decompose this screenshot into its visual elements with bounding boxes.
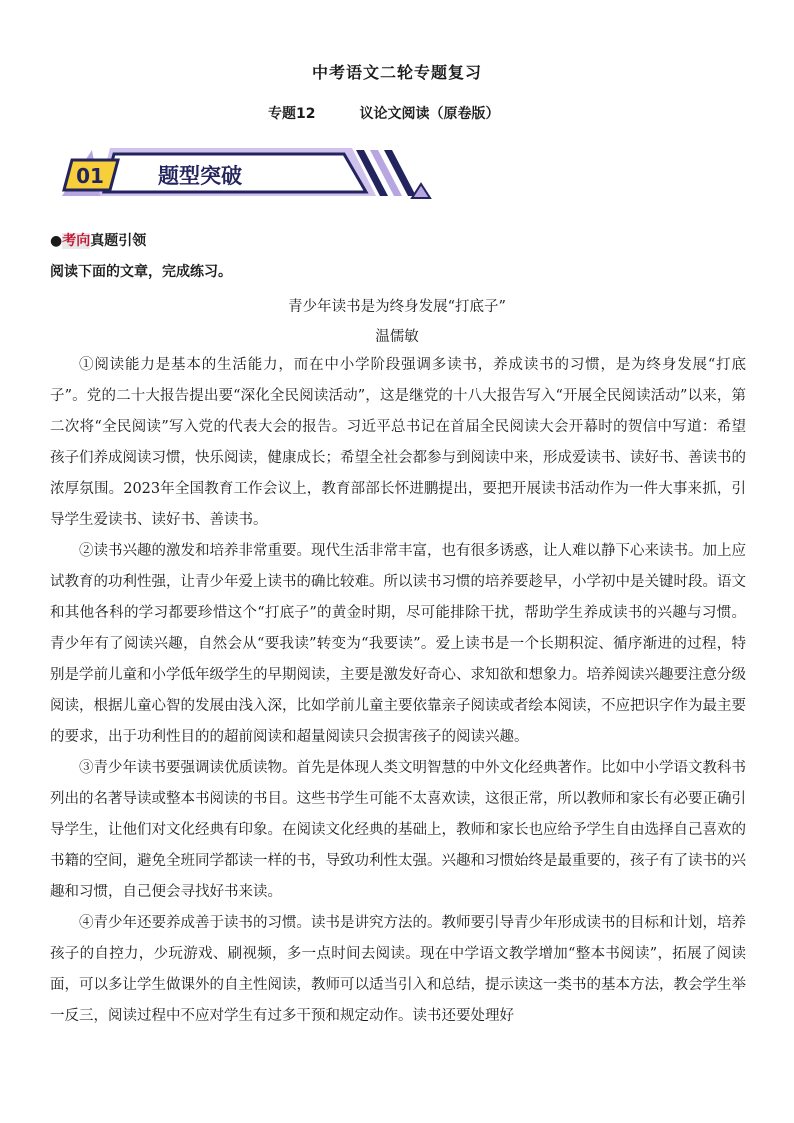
bullet-icon: ●	[50, 233, 63, 249]
page-title: 中考语文二轮专题复习	[311, 63, 482, 82]
topic-name: 议论文阅读（原卷版）	[359, 106, 500, 122]
topic-line	[268, 103, 568, 123]
article-author: 温儒敏	[375, 329, 419, 345]
article-body	[50, 350, 746, 1032]
paragraph: ④青少年还要养成善于读书的习惯。读书是讲究方法的。教师要引导青少年形成读书的目标和计划，培养孩子的自控力，少玩游戏、刷视频，多一点时间去阅读。现在中学语文教学增加“整本书阅读”，拓展了阅读面，可以多让学生做课外的自主性阅读，教师可以适当引入和总结，提示读这一类书的基本方法，教会学生举一反三，阅读过程中不应对学生有过多干预和规定动作。读书还要处理好	[50, 915, 746, 1024]
section-heading	[50, 230, 146, 250]
banner-label: 题型突破	[158, 164, 242, 188]
article-title: 青少年读书是为终身发展“打底子”	[288, 299, 506, 315]
heading-text: 真题引领	[90, 233, 147, 249]
banner-number: 01	[76, 164, 104, 188]
paragraph: ③青少年读书要强调读优质读物。首先是体现人类文明智慧的中外文化经典著作。比如中小学语文教科书列出的名著导读或整本书阅读的书目。这些书学生可能不太喜欢读，这很正常，所以教师和家长有必要正确引导学生，让他们对文化经典有印象。在阅读文化经典的基础上，教师和家长也应给予学生自由选择自己喜欢的书籍的空间，避免全班同学都读一样的书，导致功利性太强。兴趣和习惯始终是最重要的，孩子有了读书的兴趣和习惯，自己便会寻找好书来读。	[50, 760, 746, 900]
paragraph: ①阅读能力是基本的生活能力，而在中小学阶段强调多读书，养成读书的习惯，是为终身发展“打底子”。党的二十大报告提出要“深化全民阅读活动”，这是继党的十八大报告写入“开展全民阅读活动”以来，第二次将“全民阅读”写入党的代表大会的报告。习近平总书记在首届全民阅读大会开幕时的贺信中写道：希望孩子们养成阅读习惯，快乐阅读，健康成长；希望全社会都参与到阅读中来，形成爱读书、读好书、善读书的浓厚氛围。2023年全国教育工作会议上，教育部部长怀进鹏提出，要把开展读书活动作为一件大事来抓，引导学生爱读书、读好书、善读书。	[50, 357, 746, 528]
banner-right-triangle	[412, 184, 430, 198]
highlight-text: 考向	[62, 233, 91, 249]
section-banner	[52, 140, 432, 210]
instruction: 阅读下面的文章，完成练习。	[50, 264, 232, 280]
paragraph: ②读书兴趣的激发和培养非常重要。现代生活非常丰富，也有很多诱惑，让人难以静下心来读书。加上应试教育的功利性强，让青少年爱上读书的确比较难。所以读书习惯的培养要趁早，小学初中是关键时段。语文和其他各科的学习都要珍惜这个“打底子”的黄金时期，尽可能排除干扰，帮助学生养成读书的兴趣与习惯。青少年有了阅读兴趣，自然会从“要我读”转变为“我要读”。爱上读书是一个长期积淀、循序渐进的过程，特别是学前儿童和小学低年级学生的早期阅读，主要是激发好奇心、求知欲和想象力。培养阅读兴趣要注意分级阅读，根据儿童心智的发展由浅入深，比如学前儿童主要依靠亲子阅读或者绘本阅读，不应把识字作为最主要的要求，出于功利性目的的超前阅读和超量阅读只会损害孩子的阅读兴趣。	[50, 543, 746, 745]
topic-number: 专题12	[268, 106, 316, 122]
